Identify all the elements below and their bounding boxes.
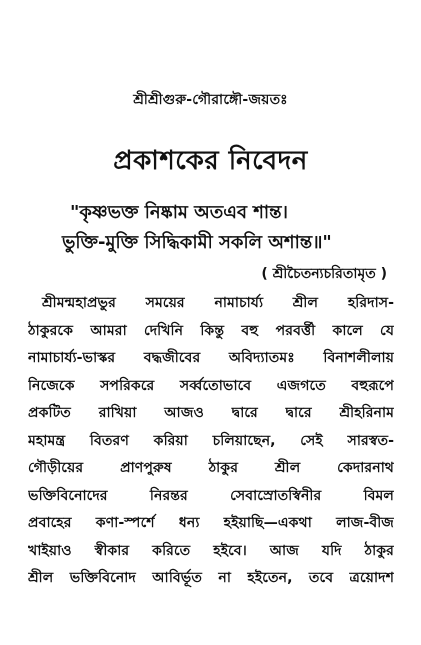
paragraph-line: শ্রীল ভক্তিবিনোদ আবির্ভূত না হইতেন, তবে ত্রয়োদশ [28,570,394,586]
paragraph-line: শ্রীমন্মহাপ্রভুর সময়ের নামাচার্য্য শ্রীল হরিদাস- [42,295,394,311]
paragraph-line: খাইয়াও স্বীকার করিতে হইবে। আজ যদি ঠাকুর [28,542,394,559]
verse-line-2: ভুক্তি-মুক্তি সিদ্ধিকামী সকলি অশান্ত॥" [62,232,332,253]
paragraph-line: প্রবাহের কণা-স্পর্শে ধন্য হইয়াছি—একথা লাজ-বীজ [28,515,394,531]
paragraph-line: নিজেকে সপরিকরে সর্ব্বতোভাবে এজগতে বহুরূপে [28,377,394,394]
paragraph [28,290,394,593]
page-title: প্রকাশকের নিবেদন [113,146,308,176]
paragraph-line: ভক্তিবিনোদের নিরন্তর সেবাস্রোতস্বিনীর বিমল [28,487,394,504]
paragraph-line: প্রকটিত রাখিয়া আজও দ্বারে দ্বারে শ্রীহরিনাম [28,405,394,421]
paragraph-line: ঠাকুরকে আমরা দেখিনি কিন্তু বহু পরবর্ত্তী কালে যে [28,322,394,339]
paragraph-line: গৌড়ীয়ের প্রাণপুরুষ ঠাকুর শ্রীল কেদারনাথ [28,460,394,476]
verse-line-1: "কৃষ্ণভক্ত নিষ্কাম অতএব শান্ত। [70,202,288,223]
paragraph-line: মহামন্ত্র বিতরণ করিয়া চলিয়াছেন, সেই সারস্বত- [28,432,394,449]
paragraph-line: নামাচার্য্য-ভাস্কর বদ্ধজীবের অবিদ্যাতমঃ বিনাশলীলায় [28,350,394,366]
verse-source: ( শ্রীচৈতন্যচরিতামৃত ) [261,266,387,282]
invocation-line: শ্রীশ্রীগুরু-গৌরাঙ্গৌ-জয়তঃ [133,92,288,108]
